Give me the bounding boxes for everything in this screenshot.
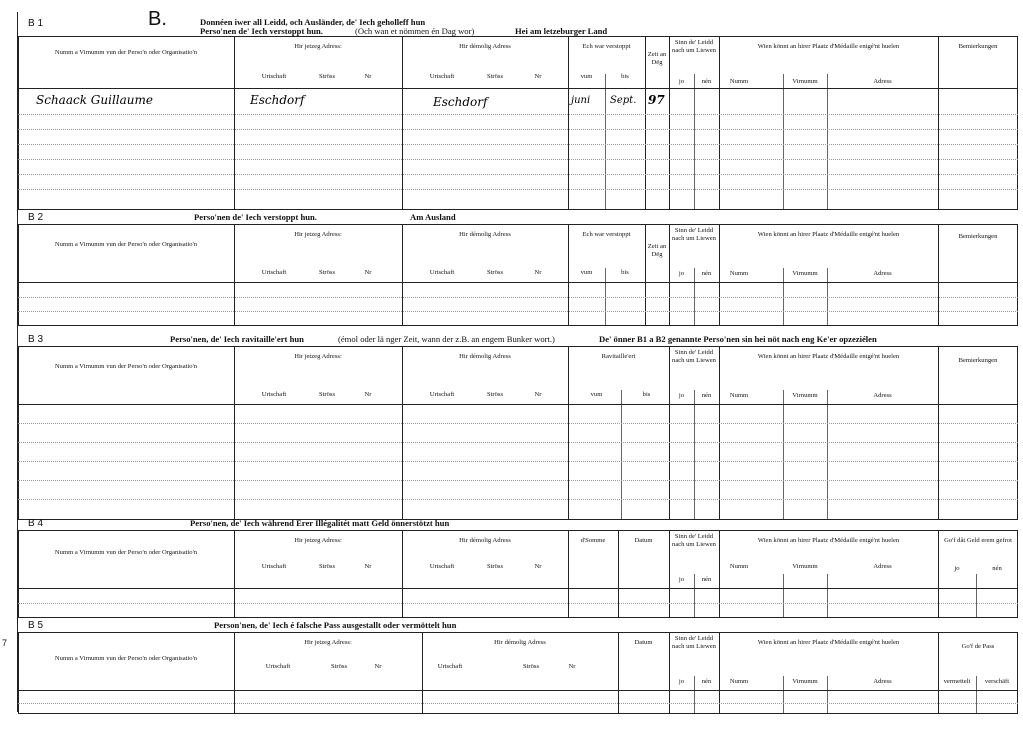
header-stross: Ströss (486, 563, 504, 570)
header-adress: Adress (873, 392, 892, 399)
header-nr: Nr (364, 563, 372, 570)
header-medal: Wien könnt an hirer Plaatz d'Médaille entgé'nt huelen (757, 353, 900, 360)
header-nen: nén (701, 270, 712, 277)
header-jo: jo (678, 678, 685, 685)
section-b1 (18, 8, 1018, 212)
header-stross: Ströss (330, 663, 348, 670)
header-nr: Nr (568, 663, 576, 670)
entry-bis: Sept. (610, 95, 637, 106)
section-title: Person'nen, de' Iech é falsche Pass ausgestallt oder vermöttelt hun (214, 620, 457, 630)
header-pass: Go'f de Pass (961, 643, 995, 650)
form-sheet (18, 8, 1018, 712)
header-zeit: Zeit an Dëg (647, 51, 667, 66)
header-ortschaft: Urtschaft (261, 563, 287, 570)
header-stross: Ströss (486, 269, 504, 276)
header-name: Numm a Virnumm vun der Perso'n oder Organisatio'n (54, 241, 198, 248)
header-nr: Nr (364, 391, 372, 398)
header-bemierk: Bemierkungen (958, 233, 998, 240)
section-b2 (18, 210, 1018, 330)
section-code: B 1 (28, 18, 44, 29)
entry-vum: juni (571, 95, 591, 106)
header-sinn: Sinn de' Leidd nach um Liewen (672, 533, 716, 548)
table-b1 (18, 36, 1018, 210)
header-gefrot: Go'f dât Geld erem gefrot (944, 537, 1012, 544)
header-addr-old: Hir démolig Adress (459, 231, 511, 238)
header-addr-now: Hir jetzeg Adress: (304, 639, 352, 646)
header-vermettelt: vermettelt (943, 678, 971, 685)
header-nr: Nr (534, 269, 542, 276)
header-jo: jo (678, 392, 685, 399)
section-b5 (18, 618, 1018, 718)
header-stross: Ströss (318, 563, 336, 570)
header-sinn: Sinn de' Leidd nach um Liewen (672, 39, 716, 54)
header-medal: Wien könnt an hirer Plaatz d'Médaille entgé'nt huelen (757, 43, 900, 50)
header-adress: Adress (873, 270, 892, 277)
section-code: B 3 (28, 334, 44, 345)
header-nr: Nr (364, 269, 372, 276)
header-ortschaft: Urtschaft (429, 269, 455, 276)
header-stross: Ströss (522, 663, 540, 670)
header-jo: jo (678, 270, 685, 277)
header-datum: Datum (634, 639, 653, 646)
header-bemierk: Bemierkungen (958, 357, 998, 364)
header-ortschaft: Urtschaft (429, 563, 455, 570)
header-name: Numm a Virnumm vun der Perso'n oder Organisatio'n (54, 655, 198, 662)
section-title-b: De' önner B1 a B2 genannte Perso'nen sin hei nöt nach eng Ke'er opzeziélen (599, 334, 877, 344)
header-nen: nén (701, 78, 712, 85)
header-addr-now: Hir jetzeg Adress: (294, 537, 342, 544)
header-ravitaillert: Ravitaille'ert (601, 353, 636, 360)
header-adress: Adress (873, 678, 892, 685)
header-numm: Numm (729, 392, 749, 399)
header-vum: vum (590, 391, 603, 398)
header-name: Numm a Virnumm vun der Perso'n oder Organisatio'n (54, 49, 198, 56)
header-hidden: Ech war verstoppt (582, 231, 631, 238)
header-medal: Wien könnt an hirer Plaatz d'Médaille entgé'nt huelen (757, 639, 900, 646)
header-datum: Datum (634, 537, 653, 544)
header-ortschaft: Urtschaft (261, 73, 287, 80)
section-b3 (18, 332, 1018, 522)
header-bis: bis (621, 73, 629, 80)
section-code: B 4 (28, 518, 44, 529)
header-nr: Nr (374, 663, 382, 670)
header-addr-old: Hir démolig Adress (459, 43, 511, 50)
header-virnumm: Virnumm (792, 563, 818, 570)
entry-ortschaft-now: Eschdorf (250, 93, 305, 107)
header-jo: jo (678, 576, 685, 583)
header-addr-old: Hir démolig Adress (459, 353, 511, 360)
header-nr: Nr (534, 391, 542, 398)
section-title-paren: (émol oder lä nger Zeit, wann der z.B. an engem Bunker wort.) (338, 334, 555, 344)
table-b4 (18, 530, 1018, 618)
entry-ortschaft-old: Eschdorf (433, 95, 488, 109)
form-letter: B. (148, 8, 167, 30)
header-ortschaft: Urtschaft (429, 73, 455, 80)
header-bis: bis (642, 391, 651, 398)
header-hidden: Ech war verstoppt (582, 43, 631, 50)
header-ortschaft: Urtschaft (265, 663, 291, 670)
header-nen: nén (701, 392, 712, 399)
table-b5 (18, 632, 1018, 714)
header-adress: Adress (873, 563, 892, 570)
section-code: B 2 (28, 212, 44, 223)
header-virnumm: Virnumm (792, 392, 818, 399)
section-b4 (18, 516, 1018, 626)
section-title: Perso'nen, de' Iech während Erer Illégalitét matt Geld önnerstötzt hun (190, 518, 450, 528)
section-title-2a: Perso'nen de' Iech verstoppt hun. (200, 26, 323, 36)
header-numm: Numm (729, 678, 749, 685)
header-name: Numm a Virnumm vun der Perso'n oder Organisatio'n (54, 363, 198, 370)
header-sinn: Sinn de' Leidd nach um Liewen (672, 635, 716, 650)
header-ortschaft: Urtschaft (261, 269, 287, 276)
header-gefrot-nen: nén (992, 565, 1002, 572)
header-stross: Ströss (318, 269, 336, 276)
section-title: Donnéen iwer all Leidd, och Ausländer, de' Iech geholleff hun (200, 17, 426, 27)
header-addr-now: Hir jetzeg Adress: (294, 353, 342, 360)
header-medal: Wien könnt an hirer Plaatz d'Médaille entgé'nt huelen (757, 231, 900, 238)
entry-zeit: 97 (648, 93, 665, 107)
header-stross: Ströss (486, 73, 504, 80)
entry-name: Schaack Guillaume (36, 93, 153, 107)
header-bemierk: Bemierkungen (958, 43, 998, 50)
header-numm: Numm (729, 563, 749, 570)
header-nr: Nr (534, 73, 542, 80)
header-ortschaft: Urtschaft (261, 391, 287, 398)
table-b3 (18, 346, 1018, 520)
header-numm: Numm (729, 78, 749, 85)
header-sinn: Sinn de' Leidd nach um Liewen (672, 227, 716, 242)
header-nen: nén (701, 678, 712, 685)
section-title-b: Am Ausland (410, 212, 456, 222)
section-title: Perso'nen, de' Iech ravitaille'ert hun (170, 334, 304, 344)
section-title-2c: Hei am letzeburger Land (515, 26, 608, 36)
header-medal: Wien könnt an hirer Plaatz d'Médaille entgé'nt huelen (757, 537, 900, 544)
header-virnumm: Virnumm (792, 78, 818, 85)
margin-mark: 7 (2, 638, 8, 648)
header-virnumm: Virnumm (792, 270, 818, 277)
header-adress: Adress (873, 78, 892, 85)
section-title: Perso'nen de' Iech verstoppt hun. (194, 212, 317, 222)
header-vum: vum (580, 269, 593, 276)
header-nen: nén (701, 576, 712, 583)
header-nr: Nr (364, 73, 372, 80)
header-stross: Ströss (318, 391, 336, 398)
header-zeit: Zeit an Dëg (647, 243, 667, 258)
header-stross: Ströss (486, 391, 504, 398)
header-jo: jo (678, 78, 685, 85)
header-verschaft: verschäft (984, 678, 1010, 685)
header-ortschaft: Urtschaft (429, 391, 455, 398)
header-addr-old: Hir démolig Adress (494, 639, 546, 646)
header-ortschaft: Urtschaft (437, 663, 463, 670)
header-nr: Nr (534, 563, 542, 570)
header-vum: vum (580, 73, 593, 80)
header-addr-now: Hir jetzeg Adress: (294, 43, 342, 50)
header-numm: Numm (729, 270, 749, 277)
header-sinn: Sinn de' Leidd nach um Liewen (672, 349, 716, 364)
header-stross: Ströss (318, 73, 336, 80)
section-title-2b: (Och wan et nömmen én Dag wor) (355, 26, 475, 36)
header-addr-now: Hir jetzeg Adress: (294, 231, 342, 238)
table-b2 (18, 224, 1018, 326)
header-name: Numm a Virnumm vun der Perso'n oder Organisatio'n (54, 549, 198, 556)
header-gefrot-jo: jo (954, 565, 960, 572)
header-somme: d'Somme (580, 537, 606, 544)
header-virnumm: Virnumm (792, 678, 818, 685)
header-bis: bis (621, 269, 629, 276)
header-addr-old: Hir démolig Adress (459, 537, 511, 544)
section-code: B 5 (28, 620, 44, 631)
